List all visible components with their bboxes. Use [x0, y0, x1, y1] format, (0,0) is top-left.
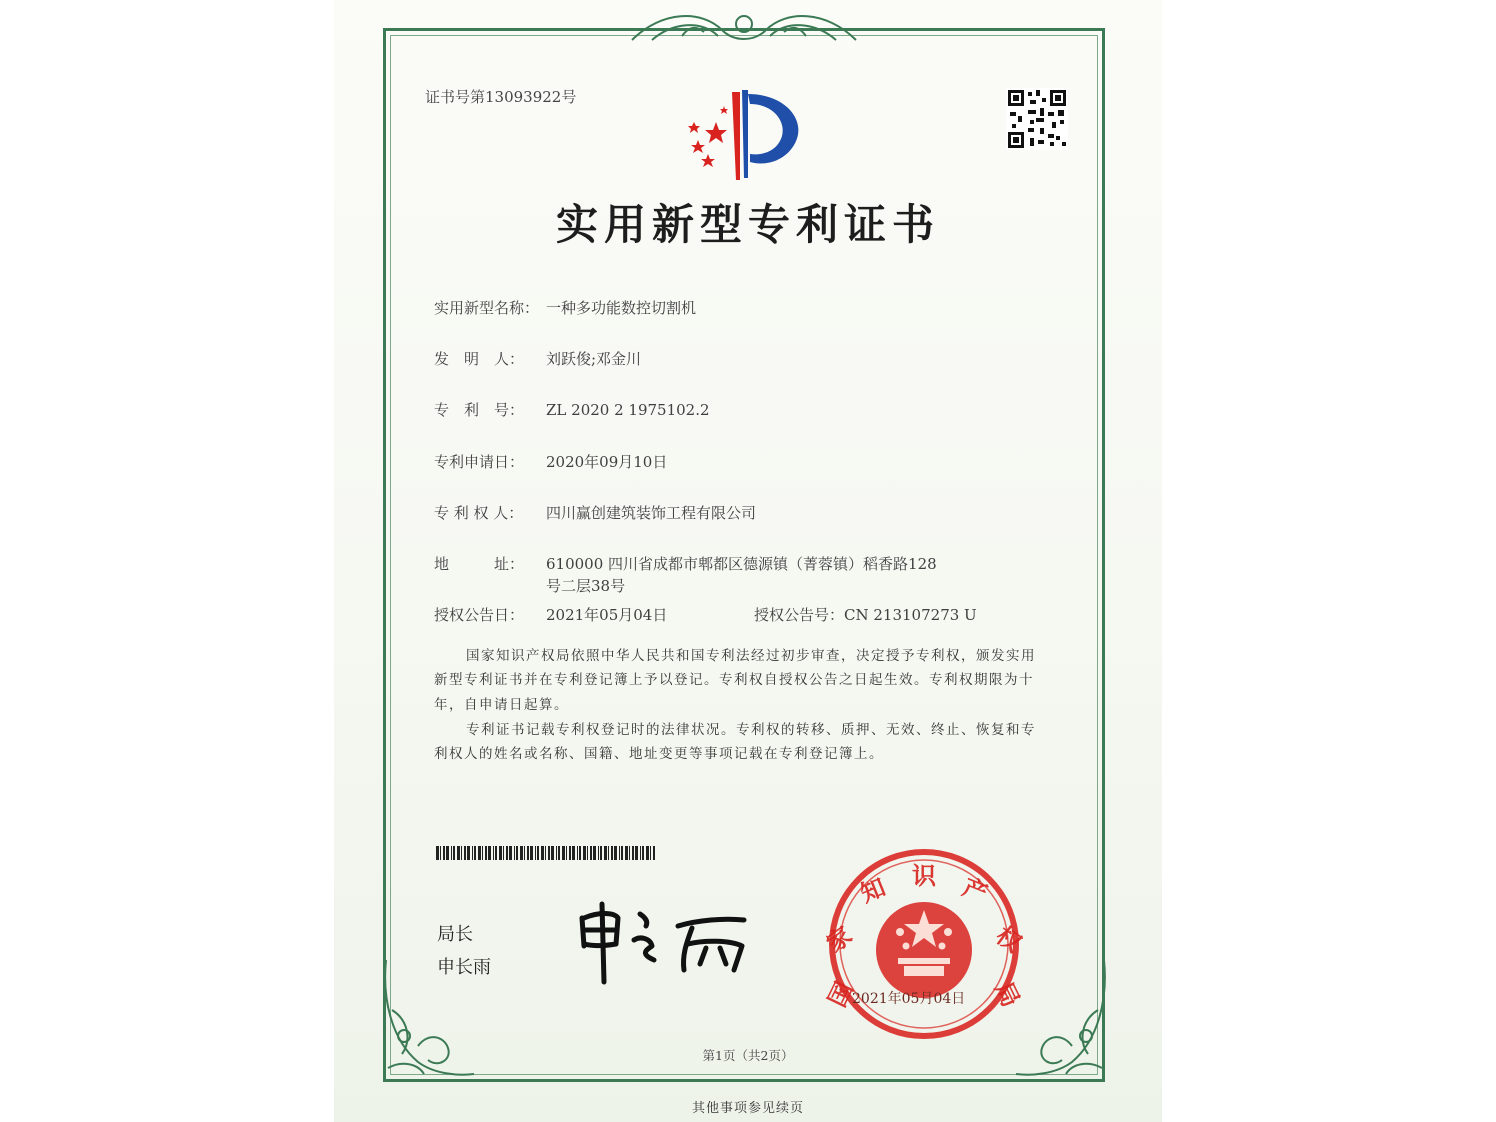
barcode-bar: [632, 846, 634, 860]
barcode-bar: [545, 846, 546, 860]
inventor-label: 发 明 人：: [434, 350, 525, 368]
barcode-bar: [604, 846, 607, 860]
handwritten-signature-icon: [574, 900, 760, 990]
barcode-bar: [474, 846, 476, 860]
seal-date: 2021年05月04日: [852, 991, 966, 1007]
barcode-bar: [485, 846, 487, 860]
filing-date-value: 2020年09月10日: [546, 453, 668, 471]
patent-number-label: 专 利 号：: [434, 401, 525, 419]
top-ornament-icon: [622, 6, 866, 50]
holder-label: 专 利 权 人：: [434, 504, 524, 522]
barcode-bar: [569, 846, 571, 860]
barcode-bar: [482, 846, 483, 860]
field-row-holder: [434, 502, 756, 523]
seal-char-1: 国: [822, 977, 859, 1012]
barcode-bar: [464, 846, 466, 860]
seal-char-3: 知: [856, 873, 890, 909]
seal-char-4: 识: [912, 862, 936, 890]
barcode-bar: [590, 846, 592, 860]
address-line2: 号二层38号: [546, 577, 626, 595]
barcode-bar: [583, 846, 586, 860]
barcode-bar: [593, 846, 596, 860]
barcode-bar: [527, 846, 529, 860]
barcode-bar: [653, 846, 655, 860]
barcode-bar: [537, 846, 539, 860]
barcode-bar: [577, 846, 578, 860]
inventor-value: 刘跃俊;邓金川: [546, 350, 642, 368]
barcode-bar: [608, 846, 609, 860]
field-row-address: [434, 553, 937, 574]
page-indicator: 第1页（共2页）: [702, 1048, 794, 1063]
name-value: 一种多功能数控切割机: [546, 299, 697, 317]
barcode-bar: [461, 846, 462, 860]
barcode-bar: [446, 846, 449, 860]
barcode-bar: [566, 846, 567, 860]
barcode-bar: [506, 846, 508, 860]
barcode-bar: [467, 846, 470, 860]
barcode-bar: [443, 846, 445, 860]
paragraph1-line2: 新型专利证书并在专利登记簿上予以登记。专利权自授权公告之日起生效。专利权期限为十: [434, 672, 1034, 688]
barcode-bar: [558, 846, 560, 860]
director-title: 局长: [437, 924, 473, 945]
barcode-bar: [600, 846, 602, 860]
certificate-title: 实用新型专利证书: [555, 200, 940, 249]
barcode-bar: [640, 846, 641, 860]
barcode-bar: [556, 846, 557, 860]
barcode-bar: [541, 846, 544, 860]
filing-date-label: 专利申请日：: [434, 453, 525, 471]
barcode-bar: [635, 846, 638, 860]
patent-office-logo-icon: [680, 84, 810, 184]
barcode-bar: [572, 846, 575, 860]
barcode-bar: [530, 846, 533, 860]
address-label: 地 址：: [434, 555, 525, 573]
barcode-bar: [621, 846, 623, 860]
barcode-bar: [535, 846, 536, 860]
grant-date-label: 授权公告日：: [434, 606, 525, 624]
barcode-icon: [436, 846, 656, 860]
field-row-filing-date: [434, 451, 667, 472]
grant-date-value: 2021年05月04日: [546, 606, 668, 624]
barcode-bar: [503, 846, 504, 860]
barcode-bar: [493, 846, 494, 860]
barcode-bar: [642, 846, 644, 860]
qr-code-icon: [1006, 88, 1068, 150]
name-label: 实用新型名称：: [434, 299, 540, 317]
paragraph2-line2: 利权人的姓名或名称、国籍、地址变更等事项记载在专利登记簿上。: [434, 746, 884, 762]
patent-number-value: ZL 2020 2 1975102.2: [546, 401, 710, 419]
barcode-bar: [625, 846, 628, 860]
certificate-number: 证书号第13093922号: [425, 88, 577, 106]
paragraph2-line1: 专利证书记载专利权登记时的法律状况。专利权的转移、质押、无效、终止、恢复和专: [466, 722, 1036, 738]
field-row-grant-number: [754, 604, 977, 625]
barcode-bar: [551, 846, 554, 860]
barcode-bar: [611, 846, 613, 860]
barcode-bar: [440, 846, 441, 860]
footer-note: 其他事项参见续页: [691, 1101, 804, 1116]
seal-char-6: 权: [990, 921, 1027, 958]
barcode-bar: [453, 846, 455, 860]
barcode-bar: [509, 846, 512, 860]
paragraph1-line1: 国家知识产权局依照中华人民共和国专利法经过初步审查，决定授予专利权，颁发实用: [466, 648, 1036, 664]
barcode-bar: [516, 846, 518, 860]
grant-number-label: 授权公告号：: [754, 606, 845, 624]
seal-char-2: 家: [821, 921, 858, 958]
paragraph1-line3: 年，自申请日起算。: [434, 697, 569, 713]
barcode-bar: [478, 846, 481, 860]
barcode-bar: [646, 846, 649, 860]
holder-value: 四川赢创建筑装饰工程有限公司: [546, 504, 757, 522]
barcode-bar: [619, 846, 620, 860]
barcode-bar: [579, 846, 581, 860]
barcode-bar: [598, 846, 599, 860]
barcode-bar: [472, 846, 473, 860]
barcode-bar: [562, 846, 565, 860]
seal-char-7: 局: [989, 977, 1026, 1012]
field-row-inventor: [434, 348, 641, 369]
barcode-bar: [520, 846, 523, 860]
field-row-patent-number: [434, 399, 710, 420]
barcode-bar: [614, 846, 617, 860]
barcode-bar: [587, 846, 588, 860]
barcode-bar: [650, 846, 651, 860]
seal-char-5: 产: [958, 873, 992, 909]
barcode-bar: [499, 846, 502, 860]
director-name: 申长雨: [437, 957, 491, 978]
grant-number-value: CN 213107273 U: [844, 606, 977, 624]
barcode-bar: [436, 846, 439, 860]
barcode-bar: [524, 846, 525, 860]
barcode-bar: [629, 846, 630, 860]
field-row-grant-date: [434, 604, 667, 625]
barcode-bar: [548, 846, 550, 860]
barcode-bar: [488, 846, 491, 860]
barcode-bar: [457, 846, 460, 860]
barcode-bar: [495, 846, 497, 860]
barcode-bar: [451, 846, 452, 860]
address-line1: 610000 四川省成都市郫都区德源镇（菁蓉镇）稻香路128: [546, 555, 937, 573]
field-row-name: [434, 297, 696, 318]
barcode-bar: [514, 846, 515, 860]
official-seal-icon: [821, 846, 1027, 1042]
